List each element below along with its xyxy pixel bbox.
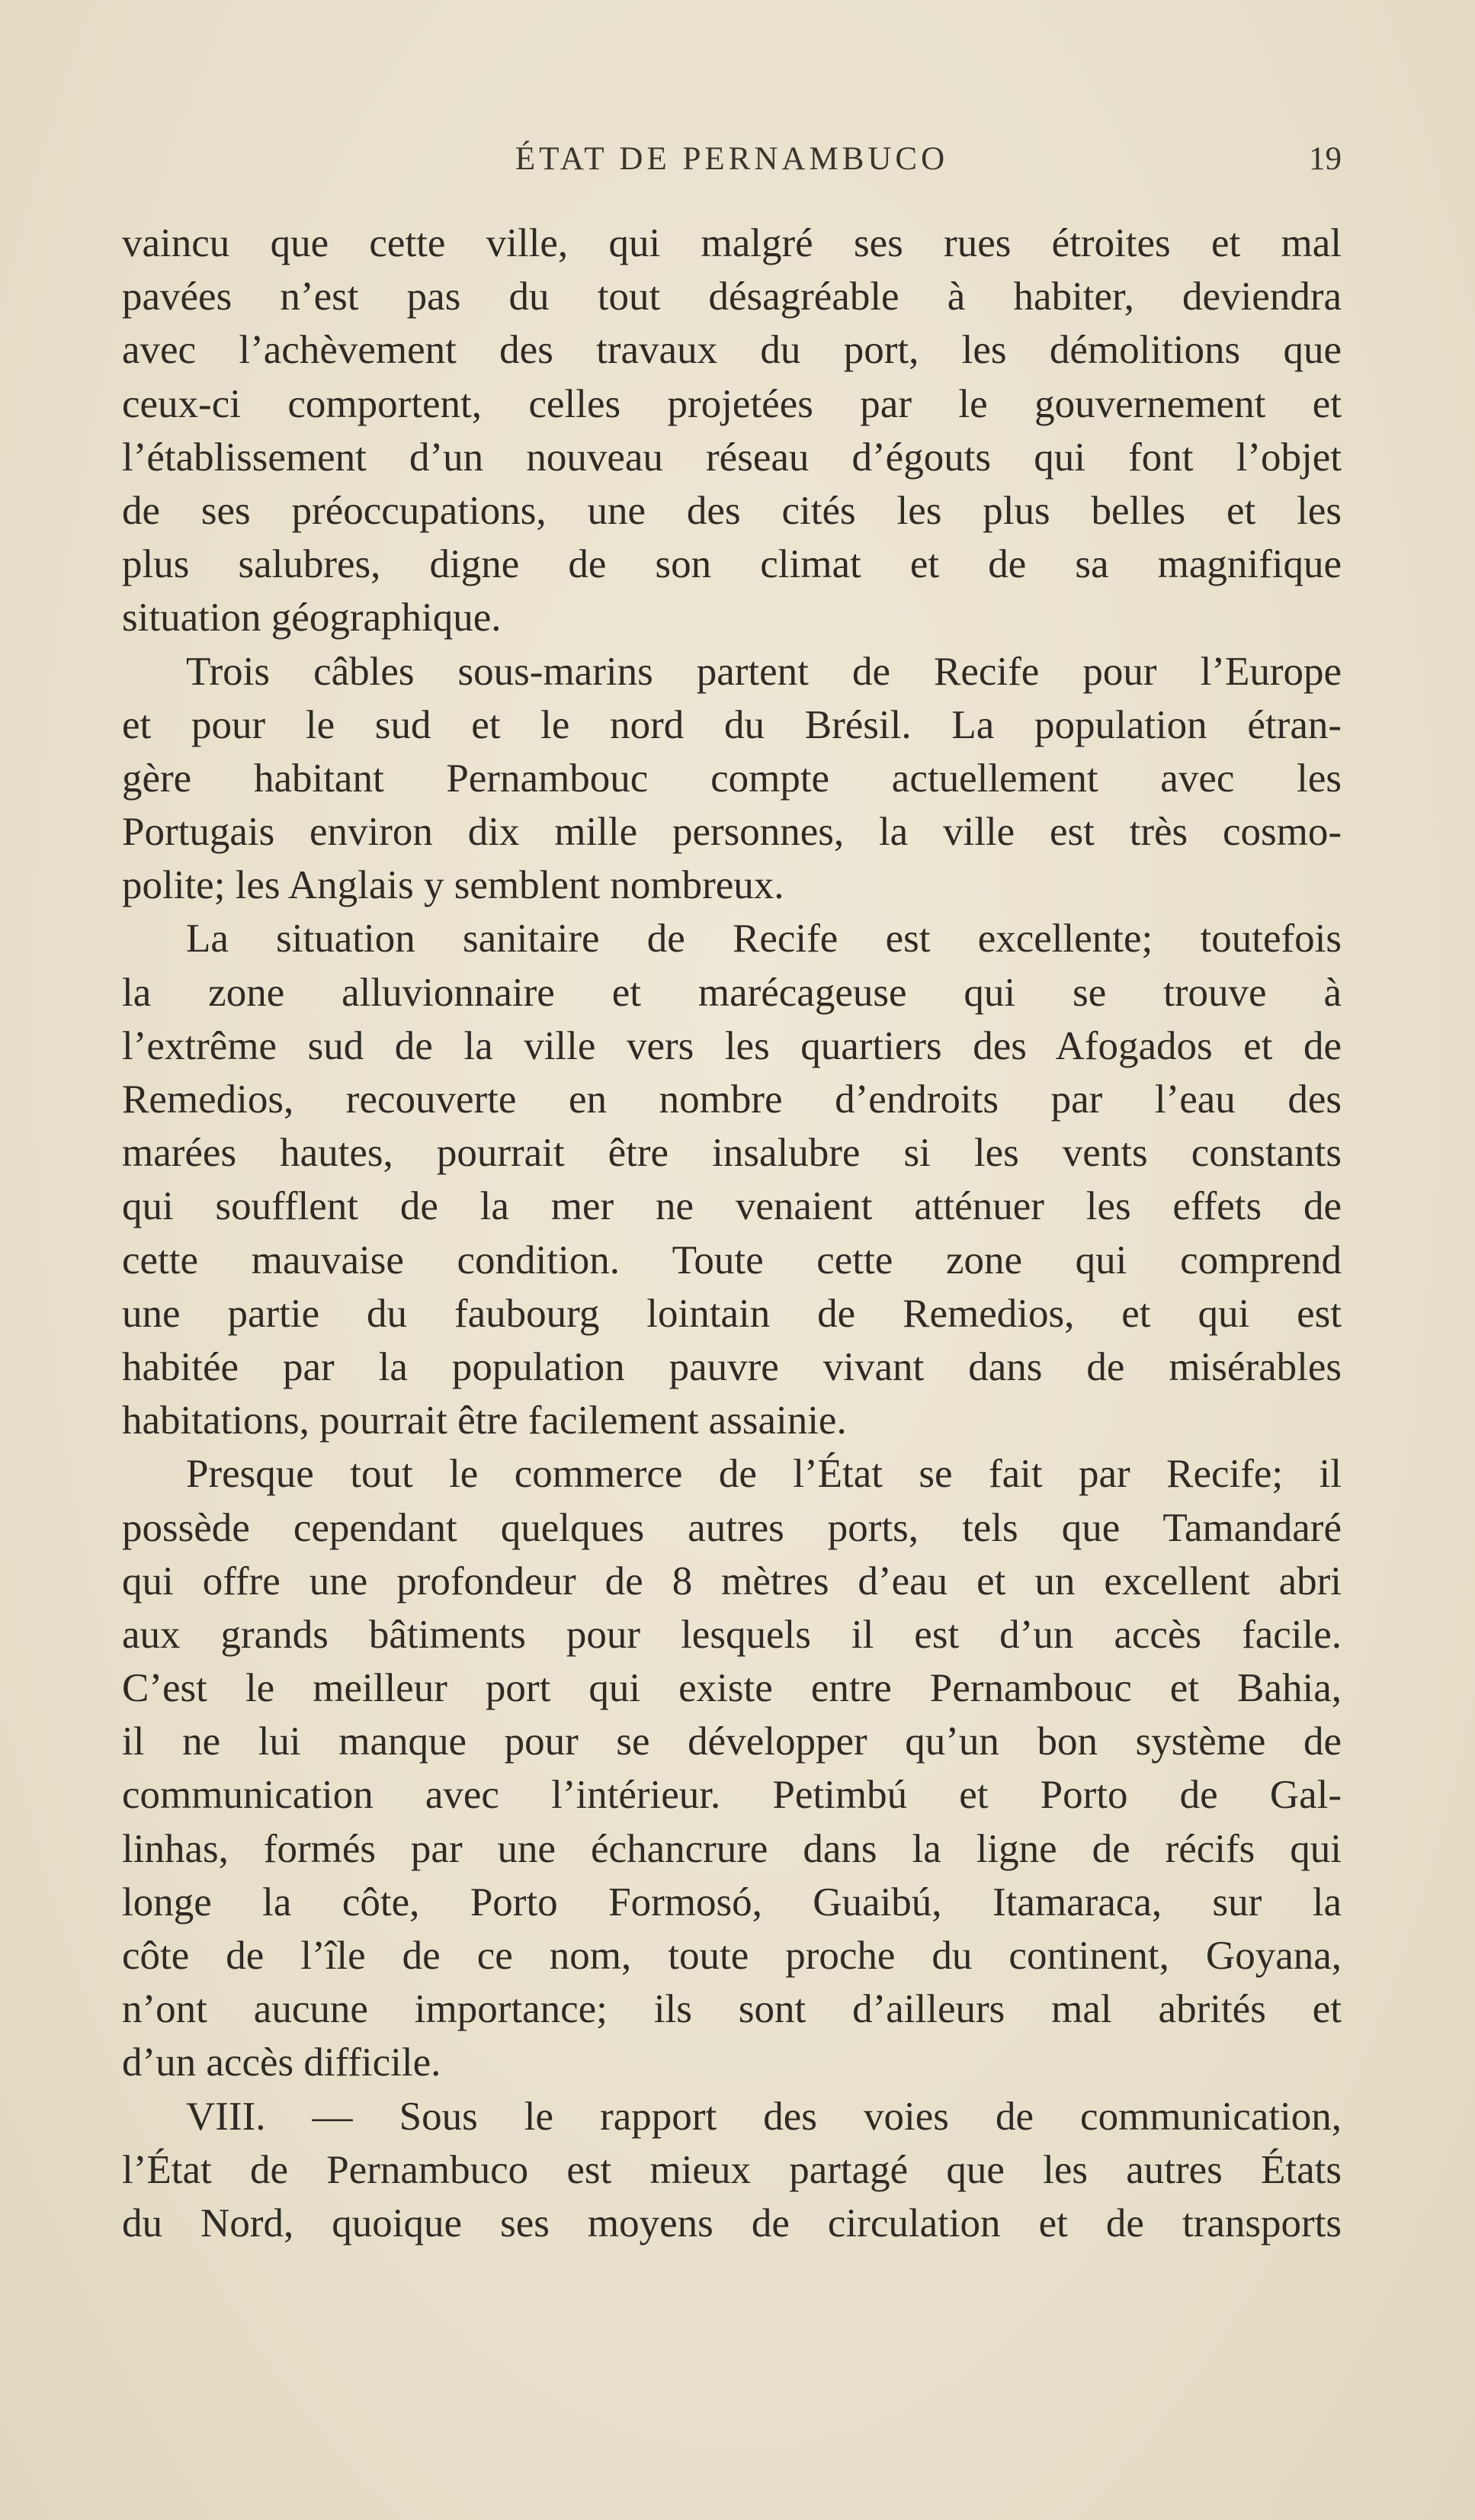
- text-line: du Nord, quoique ses moyens de circulation et de transports: [122, 2201, 1342, 2246]
- text-line: qui offre une profondeur de 8 mètres d’eau et un excellent abri: [122, 1559, 1342, 1603]
- text-line: habitations, pourrait être facilement assainie.: [122, 1398, 847, 1443]
- text-line: gère habitant Pernambouc compte actuellement avec les: [122, 756, 1342, 801]
- text-line: La situation sanitaire de Recife est excellente; toutefois: [186, 917, 1342, 961]
- text-line: habitée par la population pauvre vivant dans de misérables: [122, 1344, 1342, 1389]
- text-line: cette mauvaise condition. Toute cette zone qui comprend: [122, 1238, 1342, 1282]
- running-head: [122, 140, 1342, 186]
- text-line: d’un accès difficile.: [122, 2040, 441, 2085]
- text-line: pavées n’est pas du tout désagréable à habiter, deviendra: [122, 274, 1342, 319]
- text-line: Presque tout le commerce de l’État se fait par Recife; il: [186, 1452, 1342, 1497]
- text-line: qui soufflent de la mer ne venaient atténuer les effets de: [122, 1184, 1342, 1229]
- text-line: marées hautes, pourrait être insalubre si les vents constants: [122, 1131, 1342, 1176]
- text-line: l’extrême sud de la ville vers les quartiers des Afogados et de: [122, 1023, 1342, 1068]
- text-line: une partie du faubourg lointain de Remedios, et qui est: [122, 1291, 1342, 1336]
- text-line: possède cependant quelques autres ports, tels que Tamandaré: [122, 1505, 1342, 1550]
- text-line: polite; les Anglais y semblent nombreux.: [122, 863, 784, 908]
- text-line: longe la côte, Porto Formosó, Guaibú, Itamaraca, sur la: [122, 1880, 1342, 1925]
- text-line: n’ont aucune importance; ils sont d’ailleurs mal abrités et: [122, 1987, 1342, 2032]
- text-line: VIII. — Sous le rapport des voies de communication,: [186, 2094, 1342, 2139]
- text-line: côte de l’île de ce nom, toute proche du continent, Goyana,: [122, 1934, 1342, 1978]
- body-text: [122, 217, 1342, 2250]
- text-line: Portugais environ dix mille personnes, la ville est très cosmo-: [122, 810, 1342, 855]
- text-line: C’est le meilleur port qui existe entre Pernambouc et Bahia,: [122, 1666, 1342, 1711]
- text-line: de ses préoccupations, une des cités les plus belles et les: [122, 488, 1342, 533]
- text-line: Remedios, recouverte en nombre d’endroits par l’eau des: [122, 1077, 1342, 1122]
- text-line: linhas, formés par une échancrure dans la ligne de récifs qui: [122, 1826, 1342, 1871]
- text-line: communication avec l’intérieur. Petimbú et Porto de Gal-: [122, 1773, 1342, 1818]
- page-number: 19: [1309, 141, 1342, 177]
- text-line: l’établissement d’un nouveau réseau d’égouts qui font l’objet: [122, 435, 1342, 480]
- text-line: ceux-ci comportent, celles projetées par le gouvernement et: [122, 381, 1342, 426]
- running-title: ÉTAT DE PERNAMBUCO: [515, 141, 949, 177]
- text-line: Trois câbles sous-marins partent de Recife pour l’Europe: [186, 649, 1342, 694]
- text-line: vaincu que cette ville, qui malgré ses rues étroites et mal: [122, 221, 1342, 265]
- text-line: avec l’achèvement des travaux du port, les démolitions que: [122, 328, 1342, 373]
- text-line: l’État de Pernambuco est mieux partagé que les autres États: [122, 2147, 1342, 2192]
- text-line: la zone alluvionnaire et marécageuse qui se trouve à: [122, 970, 1342, 1015]
- text-line: situation géographique.: [122, 595, 502, 640]
- text-line: et pour le sud et le nord du Brésil. La population étran-: [122, 702, 1342, 747]
- text-line: plus salubres, digne de son climat et de sa magnifique: [122, 542, 1342, 587]
- text-line: aux grands bâtiments pour lesquels il est d’un accès facile.: [122, 1612, 1342, 1657]
- text-line: il ne lui manque pour se développer qu’un bon système de: [122, 1719, 1342, 1764]
